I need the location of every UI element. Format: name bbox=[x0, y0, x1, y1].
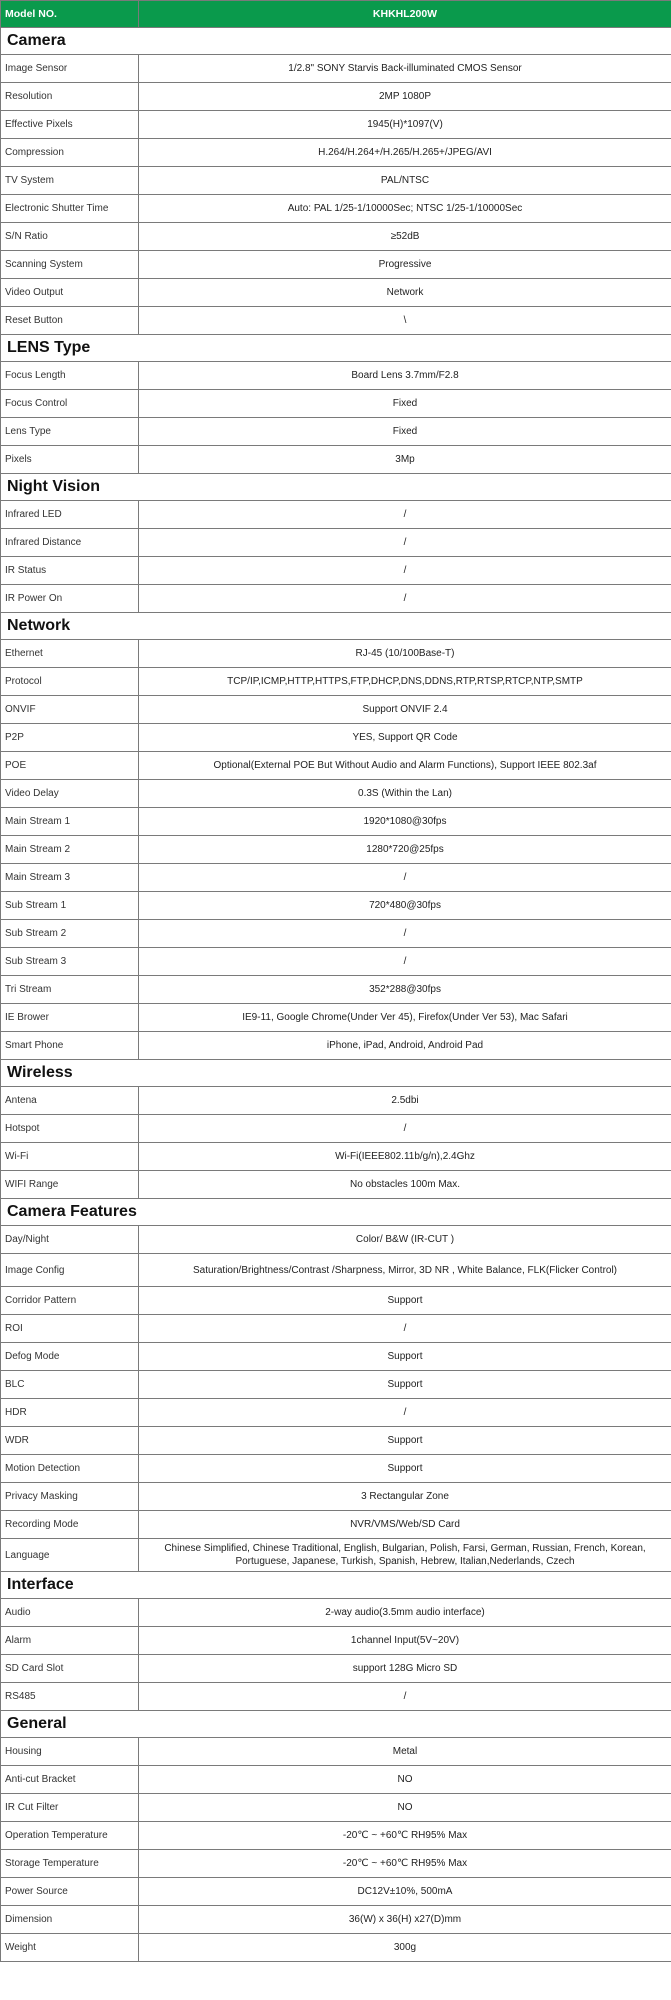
spec-value: YES, Support QR Code bbox=[139, 724, 671, 752]
spec-value: Optional(External POE But Without Audio and Alarm Functions), Support IEEE 802.3af bbox=[139, 752, 671, 780]
spec-value: Support bbox=[139, 1287, 671, 1315]
spec-label: WIFI Range bbox=[1, 1171, 139, 1199]
section-heading-row bbox=[1, 335, 671, 362]
spec-label: Main Stream 2 bbox=[1, 836, 139, 864]
spec-row bbox=[1, 529, 671, 557]
spec-row bbox=[1, 1427, 671, 1455]
spec-row bbox=[1, 1683, 671, 1711]
section-heading-row bbox=[1, 1572, 671, 1599]
spec-row bbox=[1, 1934, 671, 1962]
header-row bbox=[1, 1, 671, 28]
spec-label: ROI bbox=[1, 1315, 139, 1343]
spec-label: BLC bbox=[1, 1371, 139, 1399]
spec-value: ≥52dB bbox=[139, 223, 671, 251]
spec-value: 2-way audio(3.5mm audio interface) bbox=[139, 1599, 671, 1627]
spec-label: Scanning System bbox=[1, 251, 139, 279]
spec-label: Dimension bbox=[1, 1906, 139, 1934]
spec-value: TCP/IP,ICMP,HTTP,HTTPS,FTP,DHCP,DNS,DDNS,RTP,RTSP,RTCP,NTP,SMTP bbox=[139, 668, 671, 696]
spec-label: Wi-Fi bbox=[1, 1143, 139, 1171]
spec-row bbox=[1, 195, 671, 223]
section-title: General bbox=[1, 1711, 671, 1738]
spec-row bbox=[1, 1655, 671, 1683]
spec-row bbox=[1, 446, 671, 474]
spec-row bbox=[1, 1738, 671, 1766]
spec-value: DC12V±10%, 500mA bbox=[139, 1878, 671, 1906]
spec-row bbox=[1, 892, 671, 920]
spec-row bbox=[1, 752, 671, 780]
spec-row bbox=[1, 1343, 671, 1371]
spec-row bbox=[1, 1226, 671, 1254]
spec-row bbox=[1, 920, 671, 948]
spec-row bbox=[1, 836, 671, 864]
spec-value: Progressive bbox=[139, 251, 671, 279]
spec-label: Main Stream 3 bbox=[1, 864, 139, 892]
spec-value: 300g bbox=[139, 1934, 671, 1962]
section-title: Camera bbox=[1, 28, 671, 55]
spec-value: support 128G Micro SD bbox=[139, 1655, 671, 1683]
spec-label: Focus Length bbox=[1, 362, 139, 390]
spec-row bbox=[1, 557, 671, 585]
spec-row bbox=[1, 1766, 671, 1794]
section-heading-row bbox=[1, 474, 671, 501]
spec-value: / bbox=[139, 501, 671, 529]
spec-value: 1920*1080@30fps bbox=[139, 808, 671, 836]
spec-label: Privacy Masking bbox=[1, 1483, 139, 1511]
section-title: Wireless bbox=[1, 1060, 671, 1087]
spec-label: Hotspot bbox=[1, 1115, 139, 1143]
spec-value: / bbox=[139, 1115, 671, 1143]
spec-value: 1280*720@25fps bbox=[139, 836, 671, 864]
spec-label: Video Output bbox=[1, 279, 139, 307]
spec-row bbox=[1, 1539, 671, 1572]
spec-label: ONVIF bbox=[1, 696, 139, 724]
spec-label: Motion Detection bbox=[1, 1455, 139, 1483]
spec-row bbox=[1, 1878, 671, 1906]
spec-value: 720*480@30fps bbox=[139, 892, 671, 920]
spec-value: 1channel Input(5V~20V) bbox=[139, 1627, 671, 1655]
spec-row bbox=[1, 501, 671, 529]
spec-row bbox=[1, 585, 671, 613]
spec-value: iPhone, iPad, Android, Android Pad bbox=[139, 1032, 671, 1060]
spec-value: Network bbox=[139, 279, 671, 307]
spec-label: Day/Night bbox=[1, 1226, 139, 1254]
spec-row bbox=[1, 1850, 671, 1878]
spec-value: 3 Rectangular Zone bbox=[139, 1483, 671, 1511]
spec-value: Support bbox=[139, 1427, 671, 1455]
spec-value: 0.3S (Within the Lan) bbox=[139, 780, 671, 808]
spec-value: Metal bbox=[139, 1738, 671, 1766]
spec-row bbox=[1, 55, 671, 83]
spec-label: Storage Temperature bbox=[1, 1850, 139, 1878]
spec-label: Image Sensor bbox=[1, 55, 139, 83]
spec-row bbox=[1, 1371, 671, 1399]
spec-value: Board Lens 3.7mm/F2.8 bbox=[139, 362, 671, 390]
spec-row bbox=[1, 362, 671, 390]
spec-label: Language bbox=[1, 1539, 139, 1572]
spec-value: Support bbox=[139, 1343, 671, 1371]
spec-label: Audio bbox=[1, 1599, 139, 1627]
spec-value: RJ-45 (10/100Base-T) bbox=[139, 640, 671, 668]
spec-label: Anti-cut Bracket bbox=[1, 1766, 139, 1794]
spec-label: Weight bbox=[1, 1934, 139, 1962]
spec-label: Ethernet bbox=[1, 640, 139, 668]
spec-label: Focus Control bbox=[1, 390, 139, 418]
spec-value: IE9-11, Google Chrome(Under Ver 45), Firefox(Under Ver 53), Mac Safari bbox=[139, 1004, 671, 1032]
spec-row bbox=[1, 808, 671, 836]
spec-label: SD Card Slot bbox=[1, 1655, 139, 1683]
spec-value: Auto: PAL 1/25-1/10000Sec; NTSC 1/25-1/10000Sec bbox=[139, 195, 671, 223]
section-title: Camera Features bbox=[1, 1199, 671, 1226]
spec-value: Wi-Fi(IEEE802.11b/g/n),2.4Ghz bbox=[139, 1143, 671, 1171]
spec-row bbox=[1, 668, 671, 696]
spec-label: Power Source bbox=[1, 1878, 139, 1906]
spec-value: / bbox=[139, 864, 671, 892]
section-title: LENS Type bbox=[1, 335, 671, 362]
spec-row bbox=[1, 696, 671, 724]
spec-label: Antena bbox=[1, 1087, 139, 1115]
spec-label: TV System bbox=[1, 167, 139, 195]
spec-label: IR Status bbox=[1, 557, 139, 585]
spec-value: NVR/VMS/Web/SD Card bbox=[139, 1511, 671, 1539]
spec-value: 1/2.8" SONY Starvis Back-illuminated CMOS Sensor bbox=[139, 55, 671, 83]
spec-row bbox=[1, 223, 671, 251]
spec-value: / bbox=[139, 948, 671, 976]
spec-value: H.264/H.264+/H.265/H.265+/JPEG/AVI bbox=[139, 139, 671, 167]
section-heading-row bbox=[1, 1060, 671, 1087]
section-heading-row bbox=[1, 28, 671, 55]
spec-row bbox=[1, 1254, 671, 1287]
spec-label: Tri Stream bbox=[1, 976, 139, 1004]
spec-row bbox=[1, 139, 671, 167]
spec-label: IE Brower bbox=[1, 1004, 139, 1032]
spec-label: IR Power On bbox=[1, 585, 139, 613]
spec-row bbox=[1, 1906, 671, 1934]
spec-row bbox=[1, 83, 671, 111]
spec-value: 2MP 1080P bbox=[139, 83, 671, 111]
spec-label: Effective Pixels bbox=[1, 111, 139, 139]
spec-label: Sub Stream 1 bbox=[1, 892, 139, 920]
spec-value: Color/ B&W (IR-CUT ) bbox=[139, 1226, 671, 1254]
spec-label: Pixels bbox=[1, 446, 139, 474]
spec-label: IR Cut Filter bbox=[1, 1794, 139, 1822]
section-heading-row bbox=[1, 613, 671, 640]
spec-row bbox=[1, 780, 671, 808]
spec-value: NO bbox=[139, 1766, 671, 1794]
spec-label: Smart Phone bbox=[1, 1032, 139, 1060]
spec-row bbox=[1, 307, 671, 335]
spec-label: Defog Mode bbox=[1, 1343, 139, 1371]
model-value: KHKHL200W bbox=[139, 1, 671, 28]
spec-row bbox=[1, 1822, 671, 1850]
spec-label: Compression bbox=[1, 139, 139, 167]
spec-label: HDR bbox=[1, 1399, 139, 1427]
spec-label: Recording Mode bbox=[1, 1511, 139, 1539]
model-label: Model NO. bbox=[1, 1, 139, 28]
spec-value: Support ONVIF 2.4 bbox=[139, 696, 671, 724]
spec-label: Lens Type bbox=[1, 418, 139, 446]
spec-row bbox=[1, 976, 671, 1004]
spec-value: / bbox=[139, 920, 671, 948]
spec-label: P2P bbox=[1, 724, 139, 752]
spec-row bbox=[1, 1483, 671, 1511]
spec-value: Support bbox=[139, 1455, 671, 1483]
spec-label: Operation Temperature bbox=[1, 1822, 139, 1850]
spec-label: Video Delay bbox=[1, 780, 139, 808]
spec-value: Saturation/Brightness/Contrast /Sharpness, Mirror, 3D NR , White Balance, FLK(Flicker Control) bbox=[139, 1254, 671, 1287]
spec-label: Electronic Shutter Time bbox=[1, 195, 139, 223]
spec-row bbox=[1, 1627, 671, 1655]
spec-row bbox=[1, 640, 671, 668]
spec-label: Protocol bbox=[1, 668, 139, 696]
spec-value: 36(W) x 36(H) x27(D)mm bbox=[139, 1906, 671, 1934]
spec-row bbox=[1, 251, 671, 279]
spec-value: PAL/NTSC bbox=[139, 167, 671, 195]
spec-row bbox=[1, 1794, 671, 1822]
spec-row bbox=[1, 111, 671, 139]
spec-value: / bbox=[139, 1683, 671, 1711]
spec-label: Sub Stream 3 bbox=[1, 948, 139, 976]
spec-row bbox=[1, 1455, 671, 1483]
spec-label: Image Config bbox=[1, 1254, 139, 1287]
spec-label: WDR bbox=[1, 1427, 139, 1455]
spec-value: 2.5dbi bbox=[139, 1087, 671, 1115]
spec-label: Sub Stream 2 bbox=[1, 920, 139, 948]
spec-label: Housing bbox=[1, 1738, 139, 1766]
spec-value: Support bbox=[139, 1371, 671, 1399]
spec-row bbox=[1, 1511, 671, 1539]
spec-label: RS485 bbox=[1, 1683, 139, 1711]
spec-row bbox=[1, 1004, 671, 1032]
spec-label: Alarm bbox=[1, 1627, 139, 1655]
spec-value: Fixed bbox=[139, 418, 671, 446]
spec-row bbox=[1, 1315, 671, 1343]
spec-label: Reset Button bbox=[1, 307, 139, 335]
section-title: Night Vision bbox=[1, 474, 671, 501]
spec-label: Resolution bbox=[1, 83, 139, 111]
spec-value: / bbox=[139, 1399, 671, 1427]
section-heading-row bbox=[1, 1711, 671, 1738]
spec-row bbox=[1, 1599, 671, 1627]
spec-value: \ bbox=[139, 307, 671, 335]
section-heading-row bbox=[1, 1199, 671, 1226]
spec-label: POE bbox=[1, 752, 139, 780]
spec-row bbox=[1, 167, 671, 195]
spec-row bbox=[1, 1171, 671, 1199]
spec-value: / bbox=[139, 557, 671, 585]
spec-row bbox=[1, 724, 671, 752]
spec-value: / bbox=[139, 529, 671, 557]
spec-value: 3Mp bbox=[139, 446, 671, 474]
section-title: Interface bbox=[1, 1572, 671, 1599]
spec-row bbox=[1, 390, 671, 418]
spec-row bbox=[1, 948, 671, 976]
spec-row bbox=[1, 1143, 671, 1171]
spec-label: Corridor Pattern bbox=[1, 1287, 139, 1315]
spec-label: Main Stream 1 bbox=[1, 808, 139, 836]
spec-row bbox=[1, 1115, 671, 1143]
spec-value: No obstacles 100m Max. bbox=[139, 1171, 671, 1199]
spec-value: -20℃ ~ +60℃ RH95% Max bbox=[139, 1850, 671, 1878]
spec-row bbox=[1, 418, 671, 446]
spec-row bbox=[1, 1087, 671, 1115]
spec-label: Infrared Distance bbox=[1, 529, 139, 557]
spec-row bbox=[1, 1287, 671, 1315]
spec-row bbox=[1, 1399, 671, 1427]
spec-row bbox=[1, 864, 671, 892]
spec-value: 352*288@30fps bbox=[139, 976, 671, 1004]
section-title: Network bbox=[1, 613, 671, 640]
spec-value: 1945(H)*1097(V) bbox=[139, 111, 671, 139]
spec-row bbox=[1, 279, 671, 307]
spec-value: Chinese Simplified, Chinese Traditional, English, Bulgarian, Polish, Farsi, German, Russian, French, Korean, Portuguese, Japanese, Turkish, Spanish, Hebrew, Italian,Nederlands, Czech bbox=[139, 1539, 671, 1572]
spec-label: Infrared LED bbox=[1, 501, 139, 529]
spec-value: / bbox=[139, 585, 671, 613]
spec-row bbox=[1, 1032, 671, 1060]
spec-value: Fixed bbox=[139, 390, 671, 418]
spec-label: S/N Ratio bbox=[1, 223, 139, 251]
spec-value: NO bbox=[139, 1794, 671, 1822]
spec-value: / bbox=[139, 1315, 671, 1343]
spec-value: -20℃ ~ +60℃ RH95% Max bbox=[139, 1822, 671, 1850]
